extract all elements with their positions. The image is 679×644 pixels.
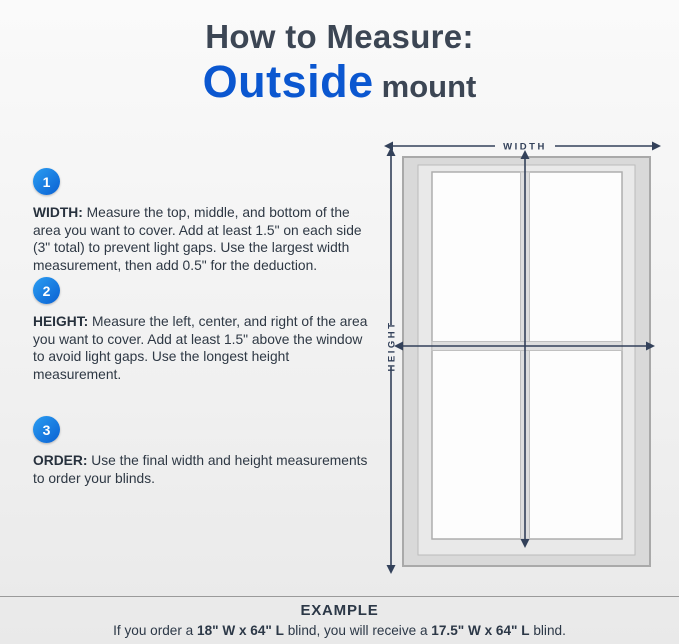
step-1-body: Measure the top, middle, and bottom of the area you want to cover. Add at least 1.5" on each side (3" total) to prevent light gaps. Use the largest width measurement, then add 0.5" for the deduction. <box>33 205 362 273</box>
example-order-size: 18" W x 64" L <box>197 623 284 638</box>
height-label: HEIGHT <box>386 320 398 372</box>
height-arrow-up-icon <box>387 147 396 156</box>
title-line2 <box>0 55 679 107</box>
step-2-height <box>33 277 378 383</box>
step-1-label: WIDTH: <box>33 205 83 220</box>
example-prefix: If you order a <box>113 623 198 638</box>
step-3-body: Use the final width and height measurements to order your blinds. <box>33 453 368 486</box>
step-1-text <box>33 204 373 274</box>
window-diagram-svg <box>372 131 672 589</box>
height-arrow-down-icon <box>387 565 396 574</box>
step-1-number-badge: 1 <box>33 168 60 195</box>
step-3-number-badge: 3 <box>33 416 60 443</box>
steps-column <box>33 168 378 500</box>
step-3-text <box>33 452 373 487</box>
step-3-label: ORDER: <box>33 453 88 469</box>
step-2-body: Measure the left, center, and right of the area you want to cover. Add at least 1.5" above the window to avoid light gaps. Use the longest height measurement. <box>33 314 368 382</box>
window-illustration <box>403 157 650 566</box>
width-label: WIDTH <box>503 141 547 153</box>
title-mount: mount <box>381 68 477 104</box>
example-sentence <box>0 623 679 638</box>
step-1-width <box>33 168 378 274</box>
window-measurement-diagram <box>372 131 672 589</box>
page-header <box>0 0 679 105</box>
title-accent-outside: Outside <box>202 55 374 107</box>
example-section <box>0 602 679 638</box>
title-line1: How to Measure: <box>205 18 474 55</box>
example-receive-size: 17.5" W x 64" L <box>431 623 530 638</box>
example-middle: blind, you will receive a <box>283 623 432 638</box>
step-2-text <box>33 313 373 383</box>
example-heading: EXAMPLE <box>300 602 379 619</box>
step-3-order <box>33 416 378 487</box>
step-2-number-badge: 2 <box>33 277 60 304</box>
step-2-label: HEIGHT: <box>33 314 89 330</box>
example-suffix: blind. <box>529 623 566 638</box>
width-arrow-right-icon <box>652 142 661 151</box>
footer-divider <box>0 596 679 597</box>
